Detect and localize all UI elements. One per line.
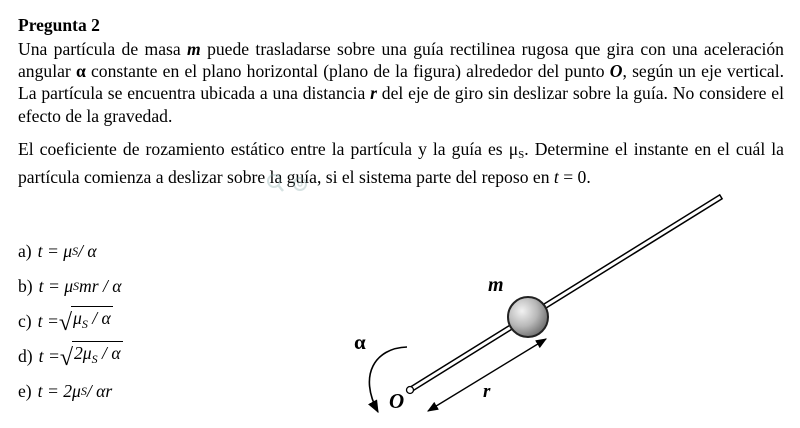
mu-subscript: S (91, 352, 98, 366)
text-run: del eje de giro sin deslizar sobre la guía. No considere el efecto de la gravedad. (18, 83, 785, 126)
option-label: e) (18, 380, 32, 401)
time-symbol: t (553, 167, 559, 188)
mu-subscript: S (72, 243, 79, 258)
text-run: El coeficiente de rozamiento estático entre la partícula y la guía es μ (18, 139, 519, 159)
distance-label: r (483, 381, 491, 402)
particle-mass (508, 297, 548, 337)
option-expression: / α (87, 308, 111, 328)
answer-options (18, 233, 278, 408)
distance-symbol: r (370, 83, 377, 104)
text-run: = 0. (558, 167, 591, 188)
square-root: √ $\mu_S$ / α (58, 308, 111, 336)
option-expression: / α (78, 240, 97, 261)
watermark-icon (256, 171, 318, 197)
mu-subscript: S (80, 383, 87, 398)
text-run: . Determine el instante en el cuál la partícula comienza a deslizar sobre la guía, si el sistema parte del reposo en (18, 139, 784, 188)
guide-rod (413, 198, 719, 388)
mass-symbol: m (187, 39, 201, 59)
origin-label: O (389, 389, 405, 413)
option-expression: / αr (86, 380, 113, 401)
mu-subscript: S (81, 317, 88, 331)
option-expression: t = (38, 345, 60, 366)
alpha-symbol: α (75, 61, 86, 82)
option-label: c) (18, 310, 32, 331)
option-expression: t = 2μ (37, 380, 81, 401)
option-expression: t = μ (37, 240, 73, 261)
option-expression: mr / α (79, 275, 122, 296)
mu-subscript: S (73, 278, 80, 293)
option-label: a) (18, 240, 32, 261)
option-expression: t = μ (38, 275, 74, 296)
option-c[interactable] (18, 303, 278, 338)
square-root: √ $2\mu_S$ / α (59, 343, 121, 371)
option-a[interactable] (18, 233, 278, 268)
origin-symbol: O (609, 61, 623, 82)
pivot-point (407, 387, 414, 394)
option-label: b) (18, 275, 33, 296)
text-run: constante en el plano horizontal (plano de la figura) alrededor del punto (85, 61, 610, 82)
question-paragraph-2 (18, 138, 784, 188)
option-expression: / α (97, 343, 121, 363)
option-d[interactable] (18, 338, 278, 373)
mu-subscript: S (518, 149, 525, 161)
rotating-guide-diagram (330, 190, 790, 428)
mass-label: m (488, 274, 504, 296)
text-run: , según un eje vertical. La partícula se encuentra ubicada a una distancia (18, 61, 785, 104)
text-run: Una partícula de masa (18, 39, 188, 59)
question-title: Pregunta 2 (18, 15, 100, 35)
option-label: d) (18, 345, 33, 366)
option-e[interactable] (18, 373, 278, 408)
question-paragraph-1 (18, 38, 784, 127)
option-expression: μ (73, 308, 82, 328)
option-expression: 2μ (74, 343, 92, 363)
option-b[interactable] (18, 268, 278, 303)
option-expression: t = (37, 310, 59, 331)
text-run: puede trasladarse sobre una guía rectilinea rugosa que gira con una aceleración angular (18, 39, 784, 82)
alpha-label: α (354, 330, 366, 354)
